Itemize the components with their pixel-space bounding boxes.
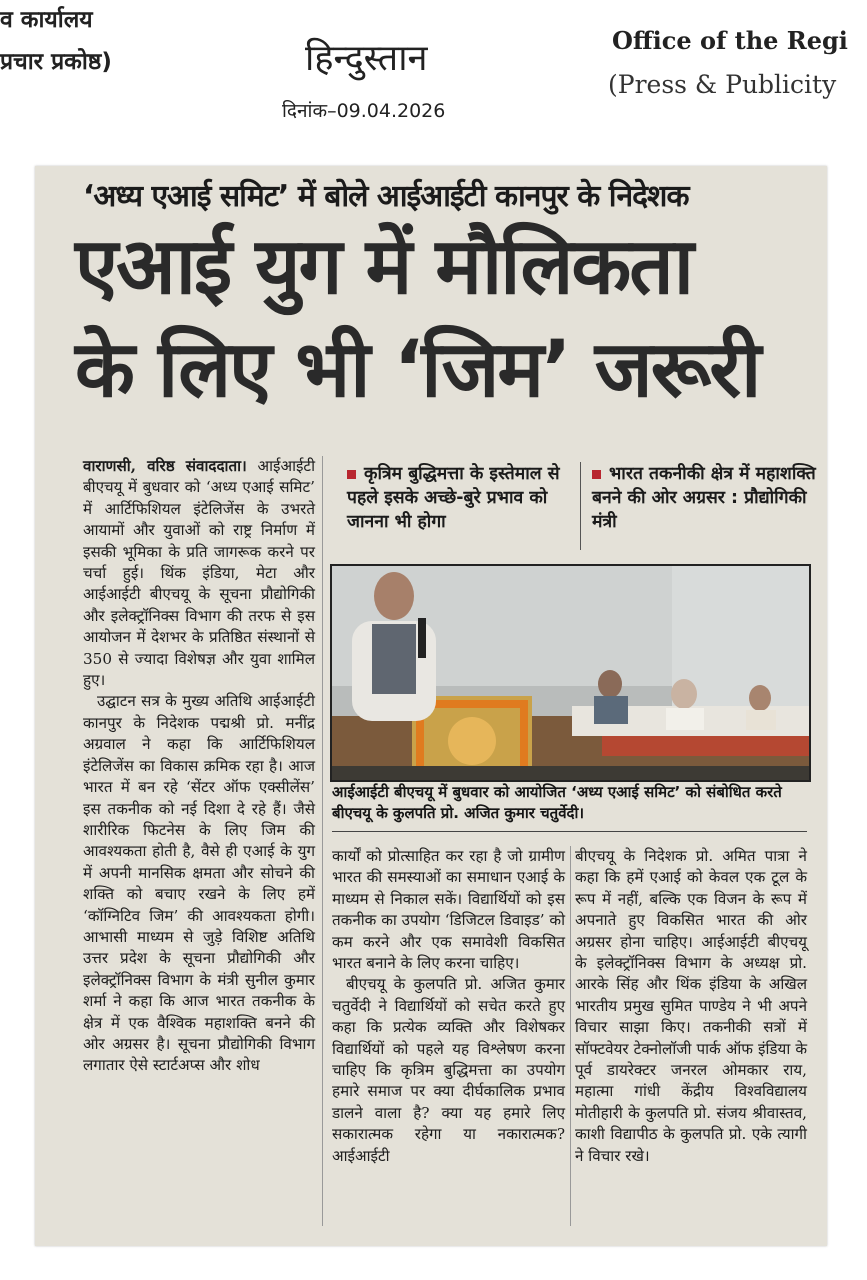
- headline-line-1: एआई युग में मौलिकता: [75, 222, 692, 312]
- paragraph: बीएचयू के कुलपति प्रो. अजित कुमार चतुर्वेदी ने विद्यार्थियों को सचेत करते हुए कहा कि प्रत्येक व्यक्ति और विशेषकर विद्यार्थियों को पहले यह विश्लेषण करना चाहिए कि कृत्रिम बुद्धिमत्ता का उपयोग हमारे समाज पर क्या दीर्घकालिक प्रभाव डालने वाला है? क्या यह हमारे लिए सकारात्मक रहेगा या नकारात्मक? आईआईटी: [332, 975, 565, 1165]
- press-cell-left: प्रचार प्रकोष्ठ): [0, 49, 112, 75]
- article-kicker: ‘अध्य एआई समिट’ में बोले आईआईटी कानपुर के निदेशक: [83, 179, 689, 214]
- byline: वाराणसी, वरिष्ठ संवाददाता।: [83, 457, 247, 475]
- article-column-3: [575, 846, 807, 1167]
- newspaper-name: हिन्दुस्तान: [305, 38, 428, 79]
- column-divider: [570, 846, 571, 1226]
- article-column-1: [83, 456, 315, 1077]
- bullet-square-icon: [347, 470, 356, 479]
- paragraph: आईआईटी बीएचयू में बुधवार को ‘अध्य एआई समिट’ में आर्टिफिशियल इंटेलिजेंस के उभरते आयामों और युवाओं को राष्ट्र निर्माण में इसकी भूमिका के प्रति जागरूक करने पर चर्चा हुई। थिंक इंडिया, मेटा और आईआईटी बीएचयू के सूचना प्रौद्योगिकी और इलेक्ट्रॉनिक्स विभाग की तरफ से इस आयोजन में देशभर के प्रतिष्ठित संस्थानों से 350 से ज्यादा विशेषज्ञ और युवा शामिल हुए।: [83, 457, 316, 690]
- newspaper-clipping: [35, 166, 827, 1246]
- press-cell-right: (Press & Publicity: [608, 70, 837, 99]
- bullet-square-icon: [592, 470, 601, 479]
- column-divider: [322, 456, 323, 1226]
- caption-rule: [332, 831, 807, 832]
- paragraph: कार्यों को प्रोत्साहित कर रहा है जो ग्रामीण भारत की समस्याओं का समाधान एआई के माध्यम से निकाल सकें। विद्यार्थियों को इस तकनीक का उपयोग ‘डिजिटल डिवाइड’ को कम करने और एक समावेशी विकसित भारत बनाने के लिए करना चाहिए।: [332, 847, 565, 973]
- subhead-text: भारत तकनीकी क्षेत्र में महाशक्ति बनने की ओर अग्रसर : प्रौद्योगिकी मंत्री: [592, 464, 816, 532]
- subhead-2: [592, 462, 822, 534]
- headline-line-2: के लिए भी ‘जिम’ जरूरी: [75, 325, 760, 415]
- article-column-2: [332, 846, 565, 1167]
- clipping-date: दिनांक–09.04.2026: [282, 100, 446, 122]
- subhead-divider: [580, 462, 581, 550]
- subhead-1: [347, 462, 579, 534]
- stage-photo-illustration: [332, 566, 809, 780]
- paragraph: बीएचयू के निदेशक प्रो. अमित पात्रा ने कहा कि हमें एआई को केवल एक टूल के रूप में नहीं, बल्कि एक विजन के रूप में अपनाते हुए विकसित भारत की ओर अग्रसर होना चाहिए। आईआईटी बीएचयू के इलेक्ट्रॉनिक्स विभाग के अध्यक्ष प्रो. आरके सिंह और थिंक इंडिया के अखिल भारतीय प्रमुख सुमित पाण्डेय ने भी अपने विचार साझा किए। तकनीकी सत्रों में सॉफ्टवेयर टेक्नोलॉजी पार्क ऑफ इंडिया के पूर्व डायरेक्टर जनरल ओमकार राय, महात्मा गांधी केंद्रीय विश्वविद्यालय मोतीहारी के कुलपति प्रो. संजय श्रीवास्तव, काशी विद्यापीठ के कुलपति प्रो. एके त्यागी ने विचार रखे।: [575, 847, 807, 1165]
- paragraph: उद्घाटन सत्र के मुख्य अतिथि आईआईटी कानपुर के निदेशक पद्मश्री प्रो. मनींद्र अग्रवाल ने कहा कि आर्टिफिशियल इंटेलिजेंस का विकास क्रमिक रहा है। आज भारत में बन रहे ‘सेंटर ऑफ एक्सीलेंस’ इस तकनीक को नई दिशा दे रहे हैं। जैसे शारीरिक फिटनेस के लिए जिम की आवश्यकता होती है, वैसे ही एआई के युग में अपनी मानसिक क्षमता और सोचने की शक्ति को बचाए रखने के लिए हमें ‘कॉग्निटिव जिम’ की आवश्यकता होगी। आभासी माध्यम से जुड़े विशिष्ट अतिथि उत्तर प्रदेश के सूचना प्रौद्योगिकी और इलेक्ट्रॉनिक्स विभाग के मंत्री सुनील कुमार शर्मा ने कहा कि आज भारत तकनीक के क्षेत्र में एक वैश्विक महाशक्ति बनने की ओर अग्रसर है। सूचना प्रौद्योगिकी विभाग लगातार ऐसे स्टार्टअप्स और शोध: [83, 692, 315, 1075]
- event-photo: [330, 564, 811, 782]
- subhead-text: कृत्रिम बुद्धिमत्ता के इस्तेमाल से पहले इसके अच्छे-बुरे प्रभाव को जानना भी होगा: [347, 464, 560, 532]
- office-title-right: Office of the Regi: [612, 26, 848, 55]
- photo-caption: आईआईटी बीएचयू में बुधवार को आयोजित ‘अध्य एआई समिट’ को संबोधित करते बीएचयू के कुलपति प्रो. अजित कुमार चतुर्वेदी।: [332, 783, 782, 822]
- office-title-left: व कार्यालय: [0, 7, 93, 33]
